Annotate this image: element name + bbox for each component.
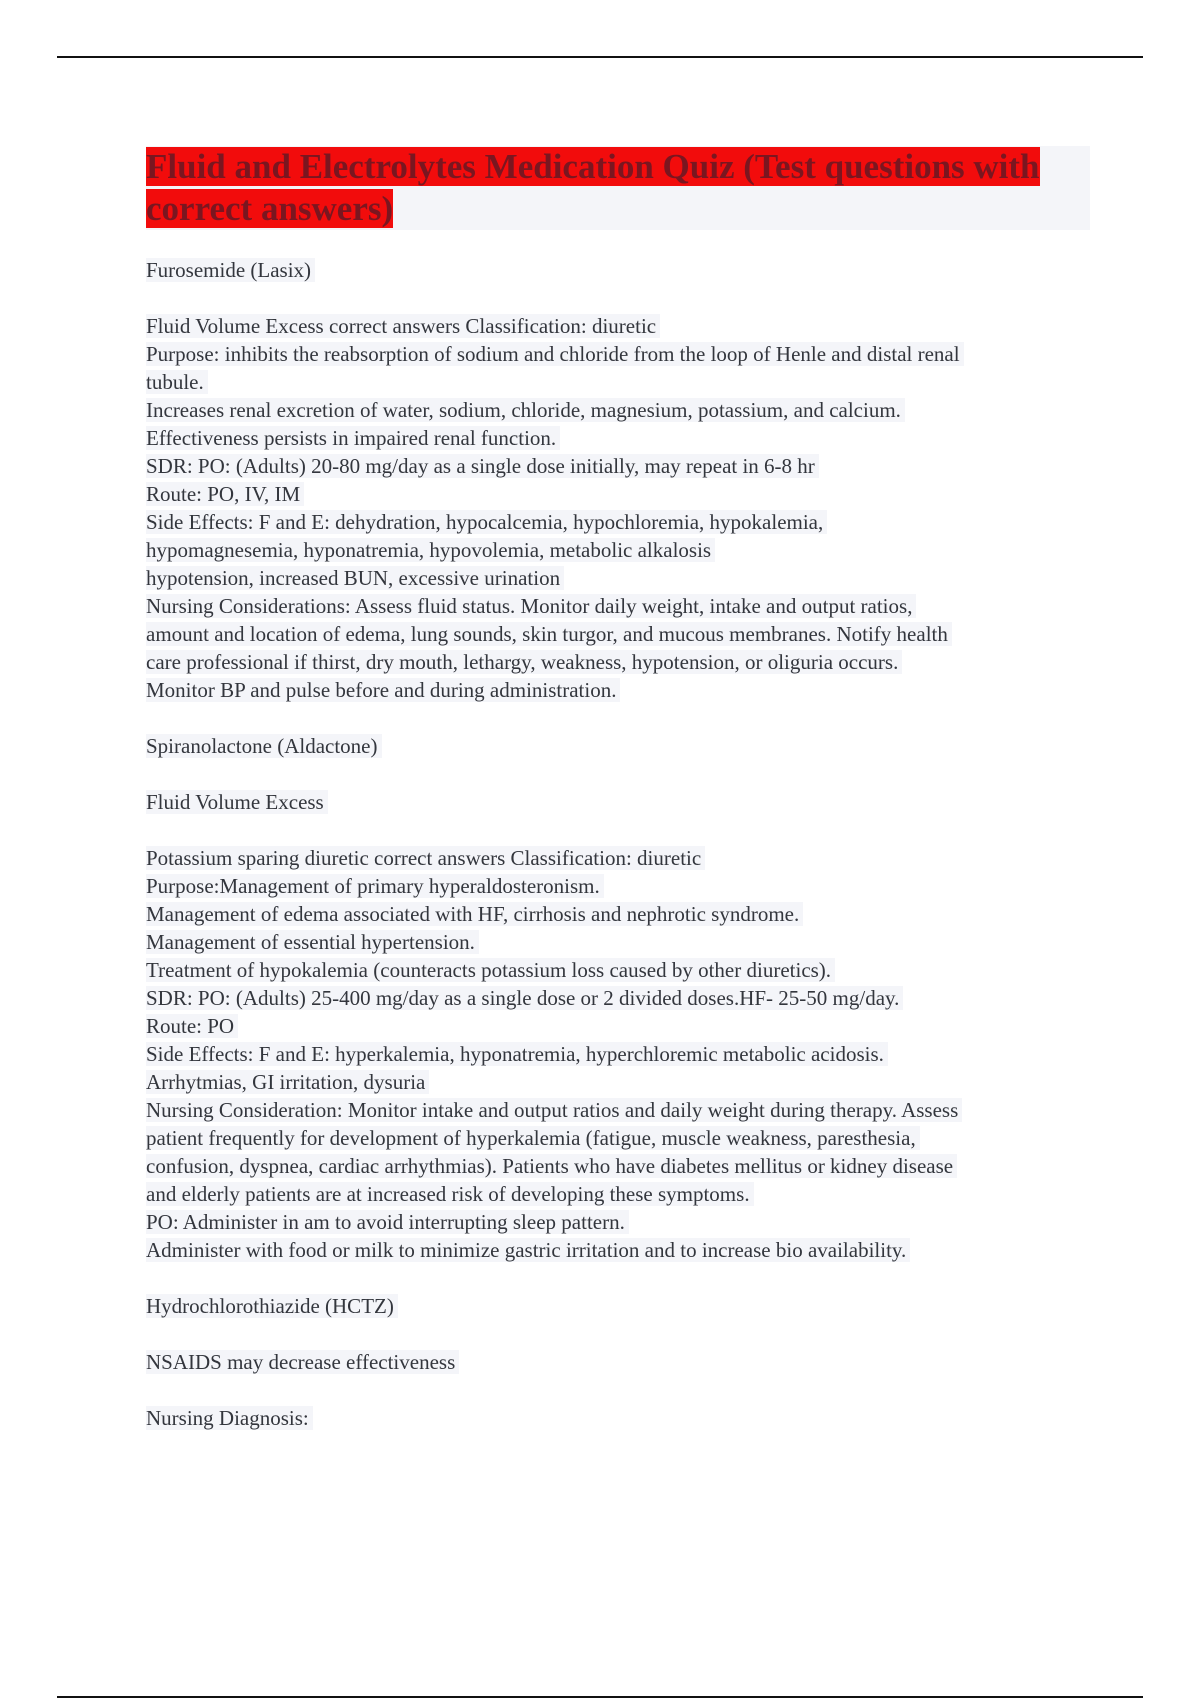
section-subheading: Fluid Volume Excess [146, 788, 1090, 816]
section-spironolactone [146, 732, 1090, 1264]
section-subheading: NSAIDS may decrease effectiveness [146, 1348, 1090, 1376]
text-line: and elderly patients are at increased risk of developing these symptoms. [146, 1180, 1090, 1208]
text-line: Monitor BP and pulse before and during administration. [146, 676, 1090, 704]
text-line: Administer with food or milk to minimize gastric irritation and to increase bio availability. [146, 1236, 1090, 1264]
document-title: Fluid and Electrolytes Medication Quiz (Test questions with correct answers) [146, 147, 1040, 228]
title-block [146, 146, 1090, 230]
section-furosemide [146, 256, 1090, 704]
text-line: patient frequently for development of hyperkalemia (fatigue, muscle weakness, paresthesia, [146, 1124, 1090, 1152]
text-line: Increases renal excretion of water, sodium, chloride, magnesium, potassium, and calcium. [146, 396, 1090, 424]
text-line: Management of edema associated with HF, cirrhosis and nephrotic syndrome. [146, 900, 1090, 928]
text-line: care professional if thirst, dry mouth, lethargy, weakness, hypotension, or oliguria occurs. [146, 648, 1090, 676]
text-line: tubule. [146, 368, 1090, 396]
text-line: Arrhytmias, GI irritation, dysuria [146, 1068, 1090, 1096]
section-heading: Spiranolactone (Aldactone) [146, 732, 1090, 760]
text-line: SDR: PO: (Adults) 25-400 mg/day as a single dose or 2 divided doses.HF- 25-50 mg/day. [146, 984, 1090, 1012]
text-line: Route: PO [146, 1012, 1090, 1040]
text-line: Effectiveness persists in impaired renal function. [146, 424, 1090, 452]
text-line: Management of essential hypertension. [146, 928, 1090, 956]
text-line: Potassium sparing diuretic correct answers Classification: diuretic [146, 844, 1090, 872]
text-line: hypomagnesemia, hyponatremia, hypovolemia, metabolic alkalosis [146, 536, 1090, 564]
text-line: Side Effects: F and E: hyperkalemia, hyponatremia, hyperchloremic metabolic acidosis. [146, 1040, 1090, 1068]
text-line: Treatment of hypokalemia (counteracts potassium loss caused by other diuretics). [146, 956, 1090, 984]
text-line: Nursing Consideration: Monitor intake and output ratios and daily weight during therapy. Assess [146, 1096, 1090, 1124]
text-line: amount and location of edema, lung sounds, skin turgor, and mucous membranes. Notify health [146, 620, 1090, 648]
text-line: Purpose: inhibits the reabsorption of sodium and chloride from the loop of Henle and distal renal [146, 340, 1090, 368]
top-rule [57, 56, 1143, 58]
text-line: Purpose:Management of primary hyperaldosteronism. [146, 872, 1090, 900]
text-line: Nursing Considerations: Assess fluid status. Monitor daily weight, intake and output ratios, [146, 592, 1090, 620]
text-line: PO: Administer in am to avoid interrupting sleep pattern. [146, 1208, 1090, 1236]
document-body [146, 146, 1090, 1432]
text-line: confusion, dyspnea, cardiac arrhythmias). Patients who have diabetes mellitus or kidney disease [146, 1152, 1090, 1180]
section-hctz [146, 1292, 1090, 1432]
section-heading: Hydrochlorothiazide (HCTZ) [146, 1292, 1090, 1320]
bottom-rule [57, 1696, 1143, 1698]
text-line: Route: PO, IV, IM [146, 480, 1090, 508]
text-line: Fluid Volume Excess correct answers Classification: diuretic [146, 312, 1090, 340]
text-line: Side Effects: F and E: dehydration, hypocalcemia, hypochloremia, hypokalemia, [146, 508, 1090, 536]
text-line: SDR: PO: (Adults) 20-80 mg/day as a single dose initially, may repeat in 6-8 hr [146, 452, 1090, 480]
section-heading: Furosemide (Lasix) [146, 256, 1090, 284]
text-line: hypotension, increased BUN, excessive urination [146, 564, 1090, 592]
trailing-label: Nursing Diagnosis: [146, 1404, 1090, 1432]
